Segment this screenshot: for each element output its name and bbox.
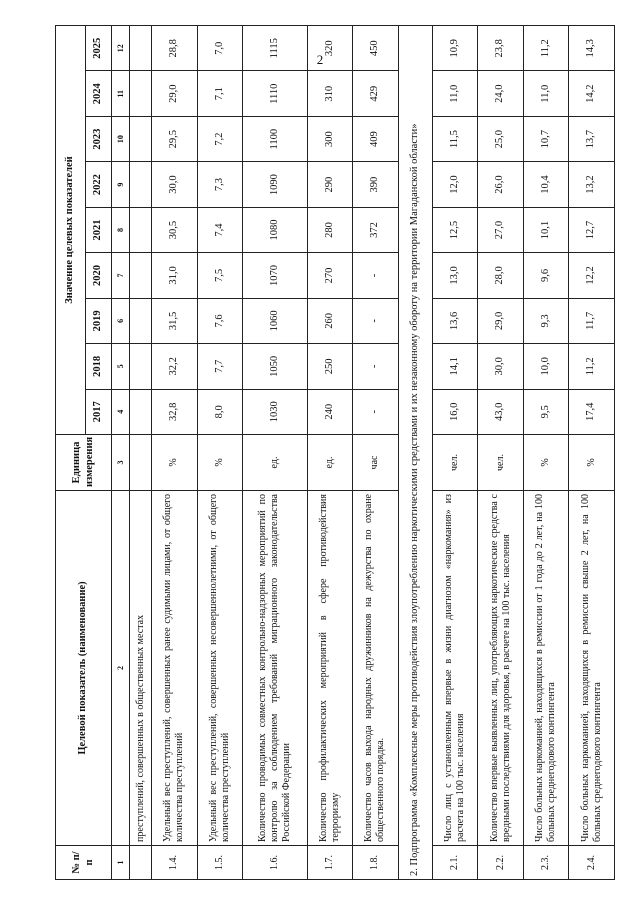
empty-cell [130,207,152,252]
table-row [432,26,478,880]
empty-cell [130,344,152,389]
column-index: 10 [112,116,130,161]
table-row [478,26,524,880]
section2-title: 2. Подпрограмма «Комплексные меры противодействия злоупотреблению наркотическими средствами и их незаконному обороту на территории Магаданской области» [398,26,432,880]
value-cell: 260 [307,298,353,343]
value-cell: 409 [353,116,399,161]
value-cell: 17,4 [569,389,615,434]
value-cell: 7,4 [197,207,243,252]
value-cell: 12,2 [569,253,615,298]
value-cell: 372 [353,207,399,252]
value-cell: 28,8 [152,26,198,72]
value-cell: 429 [353,71,399,116]
value-cell: 31,0 [152,253,198,298]
row-number: 2.4. [569,846,615,880]
value-cell: 13,6 [432,298,478,343]
value-cell: 1110 [243,71,307,116]
table-row [197,26,243,880]
value-cell: 12,7 [569,207,615,252]
unit-cell: % [523,435,569,491]
column-index: 5 [112,344,130,389]
row-number: 1.6. [243,846,307,880]
table-row [569,26,615,880]
column-index: 1 [112,846,130,880]
value-cell: 1070 [243,253,307,298]
value-cell: 300 [307,116,353,161]
empty-cell [130,116,152,161]
value-cell: 25,0 [478,116,524,161]
value-cell: 10,4 [523,162,569,207]
table-row [307,26,353,880]
continuation-text: преступлений, совершенных в общественных местах [130,491,152,846]
table-row [152,26,198,880]
value-cell: 31,5 [152,298,198,343]
value-cell: 1050 [243,344,307,389]
indicator-name: Удельный вес преступлений, совершенных несовершеннолетними, от общего количества преступлений [197,491,243,846]
empty-cell [130,435,152,491]
value-cell: 1090 [243,162,307,207]
value-cell: 7,1 [197,71,243,116]
header-unit: Единица измерения [56,435,112,491]
value-cell: 23,8 [478,26,524,72]
value-cell: 14,1 [432,344,478,389]
unit-cell: ед. [243,435,307,491]
value-cell: 12,5 [432,207,478,252]
value-cell: 10,7 [523,116,569,161]
column-index: 9 [112,162,130,207]
value-cell: 14,2 [569,71,615,116]
value-cell: 280 [307,207,353,252]
row-number: 1.5. [197,846,243,880]
value-cell: 13,7 [569,116,615,161]
value-cell: 43,0 [478,389,524,434]
value-cell: - [353,298,399,343]
indicator-name: Количество проводимых совместных контрольно-надзорных мероприятий по контролю за соблюдением требований миграционного законодательства Российской Федерации [243,491,307,846]
value-cell: 7,3 [197,162,243,207]
column-index: 11 [112,71,130,116]
value-cell: 11,0 [523,71,569,116]
header-year: 2022 [86,162,112,207]
empty-cell [130,846,152,880]
value-cell: 7,2 [197,116,243,161]
column-index: 7 [112,253,130,298]
header-num: № п/п [56,846,112,880]
unit-cell: чел. [432,435,478,491]
unit-cell: час [353,435,399,491]
empty-cell [130,298,152,343]
value-cell: 11,7 [569,298,615,343]
indicator-table-sheet [55,25,615,880]
value-cell: 7,0 [197,26,243,72]
value-cell: 11,2 [523,26,569,72]
unit-cell: чел. [478,435,524,491]
value-cell: 11,0 [432,71,478,116]
value-cell: 26,0 [478,162,524,207]
value-cell: 7,7 [197,344,243,389]
header-year: 2021 [86,207,112,252]
value-cell: 13,0 [432,253,478,298]
row-number: 1.4. [152,846,198,880]
value-cell: 11,5 [432,116,478,161]
value-cell: 10,1 [523,207,569,252]
value-cell: 12,0 [432,162,478,207]
column-index: 2 [112,491,130,846]
empty-cell [130,253,152,298]
value-cell: 29,0 [478,298,524,343]
value-cell: 27,0 [478,207,524,252]
value-cell: 32,8 [152,389,198,434]
empty-cell [130,162,152,207]
value-cell: 32,2 [152,344,198,389]
section-row [398,26,432,880]
unit-cell: % [197,435,243,491]
table-row [353,26,399,880]
empty-cell [130,389,152,434]
value-cell: 390 [353,162,399,207]
column-index: 4 [112,389,130,434]
value-cell: - [353,389,399,434]
indicator-name: Количество профилактических мероприятий в сфере противодействия терроризму [307,491,353,846]
column-index: 12 [112,26,130,72]
column-index: 8 [112,207,130,252]
value-cell: 290 [307,162,353,207]
header-year: 2025 [86,26,112,72]
unit-cell: ед. [307,435,353,491]
unit-cell: % [152,435,198,491]
row-number: 1.8. [353,846,399,880]
value-cell: 1080 [243,207,307,252]
value-cell: 9,6 [523,253,569,298]
column-index: 6 [112,298,130,343]
indicator-name: Удельный вес преступлений, совершенных ранее судимыми лицами, от общего количества преступлений [152,491,198,846]
unit-cell: % [569,435,615,491]
value-cell: 9,3 [523,298,569,343]
value-cell: 30,0 [152,162,198,207]
header-year: 2017 [86,389,112,434]
header-name: Целевой показатель (наименование) [56,491,112,846]
value-cell: 320 [307,26,353,72]
header-year: 2020 [86,253,112,298]
value-cell: 8,0 [197,389,243,434]
value-cell: 310 [307,71,353,116]
table-row [130,26,152,880]
table-row [523,26,569,880]
value-cell: 1030 [243,389,307,434]
value-cell: 240 [307,389,353,434]
target-indicators-table [55,25,615,880]
value-cell: 24,0 [478,71,524,116]
value-cell: 7,6 [197,298,243,343]
value-cell: 450 [353,26,399,72]
indicator-name: Число больных наркоманией, находящихся в ремиссии от 1 года до 2 лет, на 100 больных среднегодового контингента [523,491,569,846]
value-cell: 14,3 [569,26,615,72]
column-index: 3 [112,435,130,491]
page-number: 2 [316,52,324,67]
row-number: 2.1. [432,846,478,880]
value-cell: 1115 [243,26,307,72]
value-cell: 1060 [243,298,307,343]
value-cell: 11,2 [569,344,615,389]
header-year: 2018 [86,344,112,389]
value-cell: 29,5 [152,116,198,161]
value-cell: 9,5 [523,389,569,434]
header-year: 2019 [86,298,112,343]
value-cell: 250 [307,344,353,389]
indicator-name: Число больных наркоманией, находящихся в ремиссии свыше 2 лет, на 100 больных среднегодового контингента [569,491,615,846]
value-cell: - [353,344,399,389]
empty-cell [130,71,152,116]
indicator-name: Число лиц с установленным впервые в жизни диагнозом «наркомания» из расчета на 100 тыс. населения [432,491,478,846]
value-cell: 13,2 [569,162,615,207]
value-cell: - [353,253,399,298]
value-cell: 30,5 [152,207,198,252]
header-year: 2023 [86,116,112,161]
value-cell: 10,9 [432,26,478,72]
row-number: 2.3. [523,846,569,880]
value-cell: 30,0 [478,344,524,389]
value-cell: 270 [307,253,353,298]
value-cell: 29,0 [152,71,198,116]
header-year: 2024 [86,71,112,116]
row-number: 2.2. [478,846,524,880]
value-cell: 1100 [243,116,307,161]
indicator-name: Количество часов выхода народных дружинников на дежурства по охране общественного порядка. [353,491,399,846]
value-cell: 7,5 [197,253,243,298]
indicator-name: Количество впервые выявленных лиц, употребляющих наркотические средства с вредными последствиями для здоровья, в расчете на 100 тыс. населения [478,491,524,846]
empty-cell [130,26,152,72]
table-row [243,26,307,880]
row-number: 1.7. [307,846,353,880]
header-values-group: Значение целевых показателей [56,26,86,435]
value-cell: 10,0 [523,344,569,389]
value-cell: 28,0 [478,253,524,298]
value-cell: 16,0 [432,389,478,434]
